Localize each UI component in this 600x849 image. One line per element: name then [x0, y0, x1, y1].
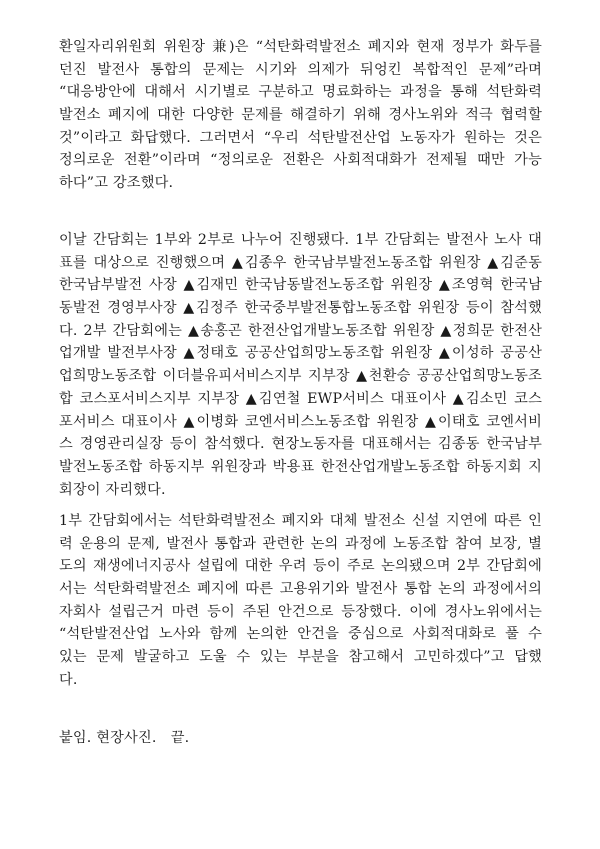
text-line: 하다”고 강조했다.	[59, 175, 174, 192]
text-line: 환일자리위원회 위원장 兼)은 “석탄화력발전소 폐지와 현재 정부가 화두를	[59, 39, 542, 55]
attendees-paragraph	[59, 229, 542, 501]
text-line: “대응방안에 대해서 시기별로 구분하고 명료화하는 과정을 통해 석탄화력	[59, 84, 542, 101]
text-line: 동발전 경영부사장 ▲김정주 한국중부발전통합노동조합 위원장 등이 참석했	[59, 300, 542, 317]
text-line: 도의 재생에너지공사 설립에 대한 우려 등이 주로 논의됐으며 2부 간담회에	[59, 558, 542, 575]
text-line: 한국남부발전 사장 ▲김재민 한국남동발전노동조합 위원장 ▲조영혁 한국남	[59, 277, 542, 294]
text-line: 스 경영관리실장 등이 참석했다. 현장노동자를 대표해서는 김종동 한국남부	[59, 436, 542, 453]
text-line: 자회사 설립근거 마련 등이 주된 안건으로 등장했다. 이에 경사노위에서는	[59, 603, 542, 620]
attachment-note: 붙임. 현장사진. 끝.	[59, 730, 190, 746]
discussion-paragraph	[59, 510, 542, 692]
text-line: 정의로운 전환”이라며 “정의로운 전환은 사회적대화가 전제될 때만 가능	[59, 152, 542, 169]
text-line: 다. 2부 간담회에는 ▲송홍곤 한전산업개발노동조합 위원장 ▲정희문 한전산	[59, 322, 542, 339]
text-line: 다.	[59, 671, 78, 688]
text-line: “석탄발전산업 노사와 함께 논의한 안건을 중심으로 사회적대화로 풀 수	[59, 626, 542, 643]
text-line: 표를 대상으로 진행했으며 ▲김종우 한국남부발전노동조합 위원장 ▲김준동	[59, 254, 542, 271]
text-line: 것”이라고 화답했다. 그러면서 “우리 석탄발전산업 노동자가 원하는 것은	[59, 129, 542, 146]
text-line: 서는 석탄화력발전소 폐지에 따른 고용위기와 발전사 통합 논의 과정에서의	[59, 581, 542, 598]
text-line: 회장이 자리했다.	[59, 481, 166, 498]
text-line: 발전소 폐지에 대한 다양한 문제를 해결하기 위해 경사노위와 적극 협력할	[59, 107, 542, 124]
quote-paragraph	[59, 36, 542, 195]
text-line: 발전노동조합 하동지부 위원장과 박용표 한전산업개발노동조합 하동지회 지	[59, 458, 542, 475]
text-line: 합 코스포서비스지부 지부장 ▲김연철 EWP서비스 대표이사 ▲김소민 코스	[59, 390, 542, 407]
text-line: 1부 간담회에서는 석탄화력발전소 폐지와 대체 발전소 신설 지연에 따른 인	[59, 513, 542, 529]
text-line: 업희망노동조합 이더블유피서비스지부 지부장 ▲천환승 공공산업희망노동조	[59, 368, 542, 385]
text-line: 있는 문제 발굴하고 도울 수 있는 부분을 참고해서 고민하겠다”고 답했	[59, 649, 542, 666]
closing-line	[59, 727, 542, 750]
text-line: 던진 발전사 통합의 문제는 시기와 의제가 뒤엉킨 복합적인 문제”라며	[59, 61, 542, 78]
text-line: 력 운용의 문제, 발전사 통합과 관련한 논의 과정에 노동조합 참여 보장, 별	[59, 535, 542, 552]
text-line: 이날 간담회는 1부와 2부로 나누어 진행됐다. 1부 간담회는 발전사 노사 대	[59, 232, 542, 248]
text-line: 포서비스 대표이사 ▲이병화 코엔서비스노동조합 위원장 ▲이태호 코엔서비	[59, 413, 542, 430]
text-line: 업개발 발전부사장 ▲정태호 공공산업희망노동조합 위원장 ▲이성하 공공산	[59, 345, 542, 362]
